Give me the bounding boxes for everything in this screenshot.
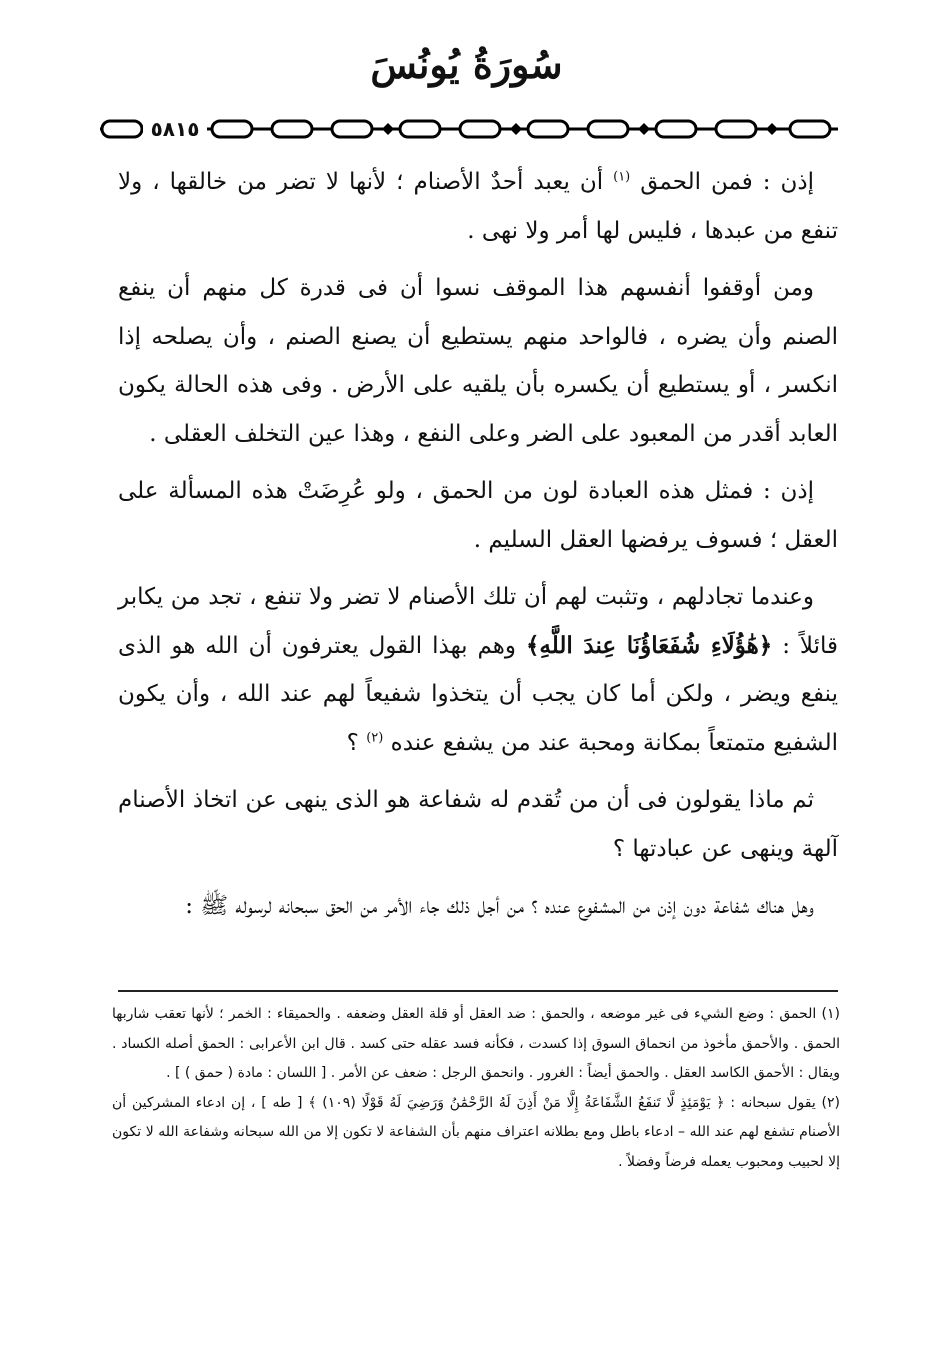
surah-title: سُورَةُ يُونُسَ xyxy=(370,42,563,87)
paragraph-1-start: إذن : فمن الحمق xyxy=(640,169,815,195)
paragraph-2: ومن أوقفوا أنفسهم هذا الموقف نسوا أن فى قدرة كل منهم أن ينفع الصنم وأن يضره ، فالواحد منهم يستطيع أن يصنع الصنم ، وأن يصلحه إذا انكسر ، أو يستطيع أن يكسره بأن يلقيه على الأرض . وفى هذه الحالة يكون العابد أقدر من المعبود على الضر وعلى النفع ، وهذا عين التخلف العقلى . xyxy=(118,275,838,447)
paragraph-4-middle: وهم بهذا القول يعترفون أن الله هو الذى ينفع ويضر ، ولكن أما كان يجب أن يتخذوا شفيعاً لهم عند الله ، وأن يكون الشفيع متمتعاً بمكانة ومحبة عند من يشفع عنده xyxy=(118,632,838,756)
header-ornament-border xyxy=(100,116,838,142)
paragraph-4 xyxy=(118,573,838,767)
page-number: ٥٨١٥ xyxy=(143,114,207,144)
footnotes xyxy=(112,1000,840,1177)
paragraph-3: إذن : فمثل هذه العبادة لون من الحمق ، ولو عُرِضَتْ هذه المسألة على العقل ؛ فسوف يرفضها العقل السليم . xyxy=(118,478,838,553)
quran-verse: ﴿هَٰؤُلَاءِ شُفَعَاؤُنَا عِندَ اللَّهِ﴾ xyxy=(525,631,773,659)
footnote-ref-2: (٢) xyxy=(366,729,384,745)
footnote-2: (٢) يقول سبحانه : ﴿ يَوْمَئِذٍ لَّا تَنفَعُ الشَّفَاعَةُ إِلَّا مَنْ أَذِنَ لَهُ الرَّحْمَٰنُ وَرَضِيَ لَهُ قَوْلًا (١٠٩) ﴾ [ طه ] ، إن ادعاء المشركين أن الأصنام تشفع لهم عند الله – ادعاء باطل ومع بطلانه اعتراف منهم بأن الشفاعة لا تكون إلا من الله سبحانه وشفاعة الله لا تكون إلا لحبيب ومحبوب يعمله فرضاً وفضلاً . xyxy=(112,1094,840,1170)
footnote-divider xyxy=(118,990,838,992)
main-text xyxy=(118,158,838,940)
paragraph-5: ثم ماذا يقولون فى أن من تُقدم له شفاعة هو الذى ينهى عن اتخاذ الأصنام آلهة وينهى عن عبادتها ؟ xyxy=(118,787,838,862)
paragraph-4-start: وعندما تجادلهم ، وتثبت لهم أن تلك الأصنام لا تضر ولا تنفع ، تجد من يكابر قائلاً : xyxy=(118,584,839,659)
paragraph-1 xyxy=(118,158,838,255)
footnote-ref-1: (١) xyxy=(613,169,631,185)
paragraph-1-end: أن يعبد أحدٌ الأصنام ؛ لأنها لا تضر من خالقها ، ولا تنفع من عبدها ، فليس لها أمر ولا نهى . xyxy=(118,169,838,244)
paragraph-6: وهل هناك شفاعة دون إذن من المشفوع عنده ؟ من أجل ذلك جاء الأمر من الحق سبحانه لرسوله ﷺ : xyxy=(185,893,814,919)
paragraph-4-end: ؟ xyxy=(346,729,359,756)
footnote-1: (١) الحمق : وضع الشيء فى غير موضعه ، والحمق : ضد العقل أو قلة العقل وضعفه . والحميقاء : الخمر ؛ لأنها تعقب شاربها الحمق . والأحمق مأخوذ من انحماق السوق إذا كسدت ، فكأنه فسد عقله حتى كسد . قال ابن الأعرابى : الحمق أصله الكساد . ويقال : الأحمق الكاسد العقل . والحمق أيضاً : الغرور . وانحمق الرجل : ضعف عن الأمر . [ اللسان : مادة ( حمق ) ] . xyxy=(112,1006,840,1081)
